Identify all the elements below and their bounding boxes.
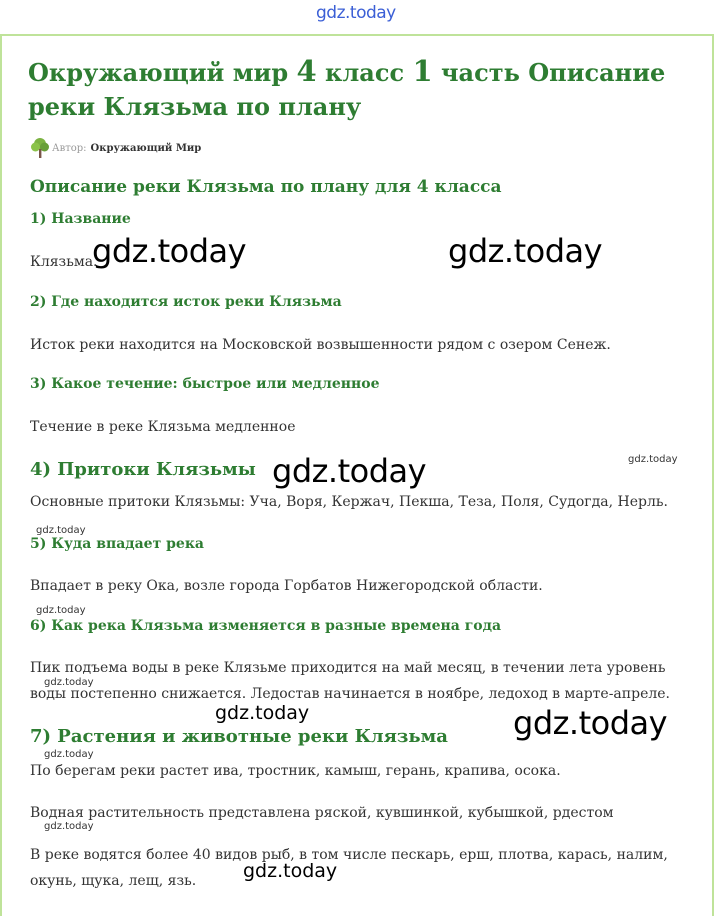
section-heading-2: 2) Где находится исток реки Клязьма — [30, 294, 342, 310]
title-part-1: Окружающий мир — [28, 58, 297, 87]
watermark: gdz.today — [272, 452, 427, 490]
author-label: Автор: — [52, 142, 87, 154]
watermark: gdz.today — [44, 821, 94, 832]
section-heading-4: 4) Притоки Клязьмы — [30, 459, 256, 480]
watermark: gdz.today — [628, 454, 678, 465]
section-heading-1: 1) Название — [30, 211, 131, 227]
tree-icon — [30, 137, 50, 159]
section-text-1: Клязьма. — [30, 254, 98, 270]
watermark: gdz.today — [36, 525, 86, 536]
watermark: gdz.today — [243, 860, 338, 882]
title-part-3: часть Описание реки Клязьма по плану — [28, 58, 666, 121]
page-title — [28, 54, 688, 124]
section-text-7a: По берегам реки растет ива, тростник, камыш, герань, крапива, осока. — [30, 763, 561, 779]
section-text-2: Исток реки находится на Московской возвышенности рядом с озером Сенеж. — [30, 337, 611, 353]
author-name[interactable]: Окружающий Мир — [90, 142, 202, 154]
section-text-3: Течение в реке Клязьма медленное — [30, 419, 296, 435]
section-heading-6: 6) Как река Клязьма изменяется в разные времена года — [30, 618, 502, 634]
section-heading-3: 3) Какое течение: быстрое или медленное — [30, 376, 380, 392]
section-heading-7: 7) Растения и животные реки Клязьма — [30, 726, 448, 747]
top-bar — [0, 0, 716, 34]
section-text-6: Пик подъема воды в реке Клязьме приходится на май месяц, в течении лета уровень воды постепенно снижается. Ледостав начинается в ноябре, ледоход в марте-апреле. — [30, 660, 670, 702]
watermark: gdz.today — [36, 605, 86, 616]
subtitle: Описание реки Клязьма по плану для 4 класса — [30, 177, 502, 197]
section-text-5: Впадает в реку Ока, возле города Горбатов Нижегородской области. — [30, 578, 543, 594]
section-text-4: Основные притоки Клязьмы: Уча, Воря, Кержач, Пекша, Теза, Поля, Судогда, Нерль. — [30, 494, 668, 510]
author-row — [30, 137, 201, 159]
title-grade: 4 — [296, 54, 317, 88]
section-heading-5: 5) Куда впадает река — [30, 536, 204, 552]
watermark: gdz.today — [44, 677, 94, 688]
watermark: gdz.today — [215, 702, 310, 724]
title-part-2: класс — [316, 58, 413, 87]
watermark: gdz.today — [448, 232, 603, 270]
section-text-7c: В реке водятся более 40 видов рыб, в том числе пескарь, ерш, плотва, карась, налим, окунь, щука, лещ, язь. — [30, 847, 668, 889]
watermark: gdz.today — [513, 704, 668, 742]
site-logo[interactable]: gdz.today — [316, 3, 396, 23]
watermark: gdz.today — [92, 232, 247, 270]
title-volume: 1 — [412, 54, 433, 88]
section-text-7b: Водная растительность представлена ряской, кувшинкой, кубышкой, рдестом — [30, 805, 614, 821]
watermark: gdz.today — [44, 749, 94, 760]
